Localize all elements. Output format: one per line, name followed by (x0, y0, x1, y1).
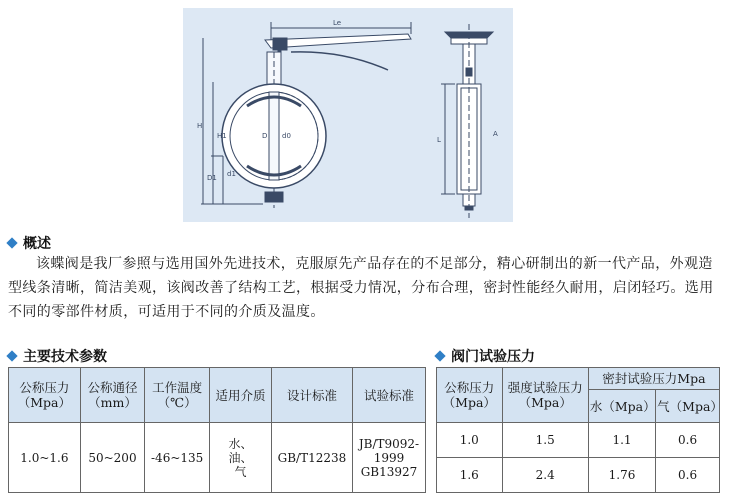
dim-label-h: H (197, 122, 203, 130)
header-unit: （Mpa） (518, 395, 572, 410)
header-test-standard (352, 368, 425, 423)
header-strength-test-pressure (502, 368, 588, 423)
cell-water: 1.1 (588, 423, 655, 458)
value-working-temperature (145, 423, 210, 493)
table-row (437, 458, 720, 493)
header-text: 公称通径 (87, 380, 138, 395)
cell-strength: 2.4 (502, 458, 588, 493)
diamond-bullet-icon (6, 350, 17, 361)
header-text: 设计标准 (286, 387, 337, 403)
cell-nominal-pressure: 1.6 (437, 458, 503, 493)
dim-label-d0: d0 (282, 132, 291, 140)
cell-text: 50~200 (88, 450, 137, 465)
header-water (588, 390, 655, 423)
specs-value-row (9, 423, 426, 493)
overview-title: 概述 (23, 236, 51, 252)
header-unit: （Mpa） (442, 395, 496, 410)
header-text: 气（Mpa） (657, 398, 723, 414)
dim-label-d1-upper: D1 (207, 174, 217, 182)
header-design-standard (271, 368, 352, 423)
header-text: 公称压力 (19, 380, 70, 395)
pressure-header-row-1 (437, 368, 720, 390)
valve-technical-drawing (183, 8, 513, 222)
value-nominal-diameter (80, 423, 144, 493)
cell-nominal-pressure: 1.0 (437, 423, 503, 458)
cell-text: 1.0~1.6 (20, 450, 69, 465)
specs-title: 主要技术参数 (23, 349, 107, 365)
cell-text: 水、 (228, 436, 253, 451)
overview-text: 该蝶阀是我厂参照与选用国外先进技术，克服原先产品存在的不足部分，精心研制出的新一代产品，外观造型线条清晰，简洁美观，该阀改善了结构工艺，根据受力情况，分布合理，密封性能经久耐用，启闭轻巧。选用不同的零部件材质，可适用于不同的介质及温度。 (8, 256, 714, 320)
diamond-bullet-icon (6, 237, 17, 248)
header-text: 密封试验压力Mpa (602, 371, 706, 386)
header-seal-test-pressure (588, 368, 719, 390)
dim-label-a: A (493, 130, 498, 138)
header-text: 工作温度 (152, 380, 203, 395)
cell-gas: 0.6 (656, 423, 720, 458)
overview-heading (8, 233, 51, 253)
specs-heading (8, 346, 107, 366)
value-test-standard (352, 423, 425, 493)
header-unit: （Mpa） (17, 395, 72, 410)
dim-label-h1: H1 (217, 132, 227, 140)
overview-paragraph (8, 252, 720, 324)
dim-label-d1: d1 (227, 170, 236, 178)
dim-label-l: L (437, 136, 441, 144)
pressure-test-heading (436, 346, 535, 366)
cell-text: 油、 (228, 450, 253, 465)
cell-strength: 1.5 (502, 423, 588, 458)
butterfly-valve-drawing (183, 8, 513, 222)
header-text: 试验标准 (363, 387, 414, 403)
dim-label-d: D (262, 132, 268, 140)
header-nominal-pressure (9, 368, 81, 423)
header-nominal-diameter (80, 368, 144, 423)
pressure-test-title: 阀门试验压力 (451, 349, 535, 365)
header-nominal-pressure (437, 368, 503, 423)
header-unit: （mm） (88, 395, 137, 410)
header-text: 强度试验压力 (507, 380, 583, 395)
specs-header-row (9, 368, 426, 423)
header-gas (656, 390, 723, 423)
cell-gas: 0.6 (656, 458, 720, 493)
cell-text: GB13927 (360, 464, 418, 479)
specs-table (8, 367, 426, 493)
diamond-bullet-icon (434, 350, 445, 361)
cell-text: -46~135 (151, 450, 204, 465)
header-applicable-medium (210, 368, 272, 423)
header-unit: （℃） (157, 395, 197, 410)
cell-text: GB/T12238 (277, 450, 347, 465)
cell-text: JB/T9092- (358, 436, 420, 451)
cell-text: 1999 (373, 450, 405, 465)
cell-water: 1.76 (588, 458, 655, 493)
header-text: 公称压力 (444, 380, 495, 395)
value-nominal-pressure (9, 423, 81, 493)
header-text: 水（Mpa） (589, 398, 656, 414)
pressure-test-table (436, 367, 723, 493)
header-working-temperature (145, 368, 210, 423)
cell-text: 气 (234, 464, 247, 479)
value-design-standard (271, 423, 352, 493)
header-text: 适用介质 (215, 387, 266, 403)
le-label: Le (333, 19, 342, 27)
value-applicable-medium (210, 423, 272, 493)
table-row (437, 423, 720, 458)
